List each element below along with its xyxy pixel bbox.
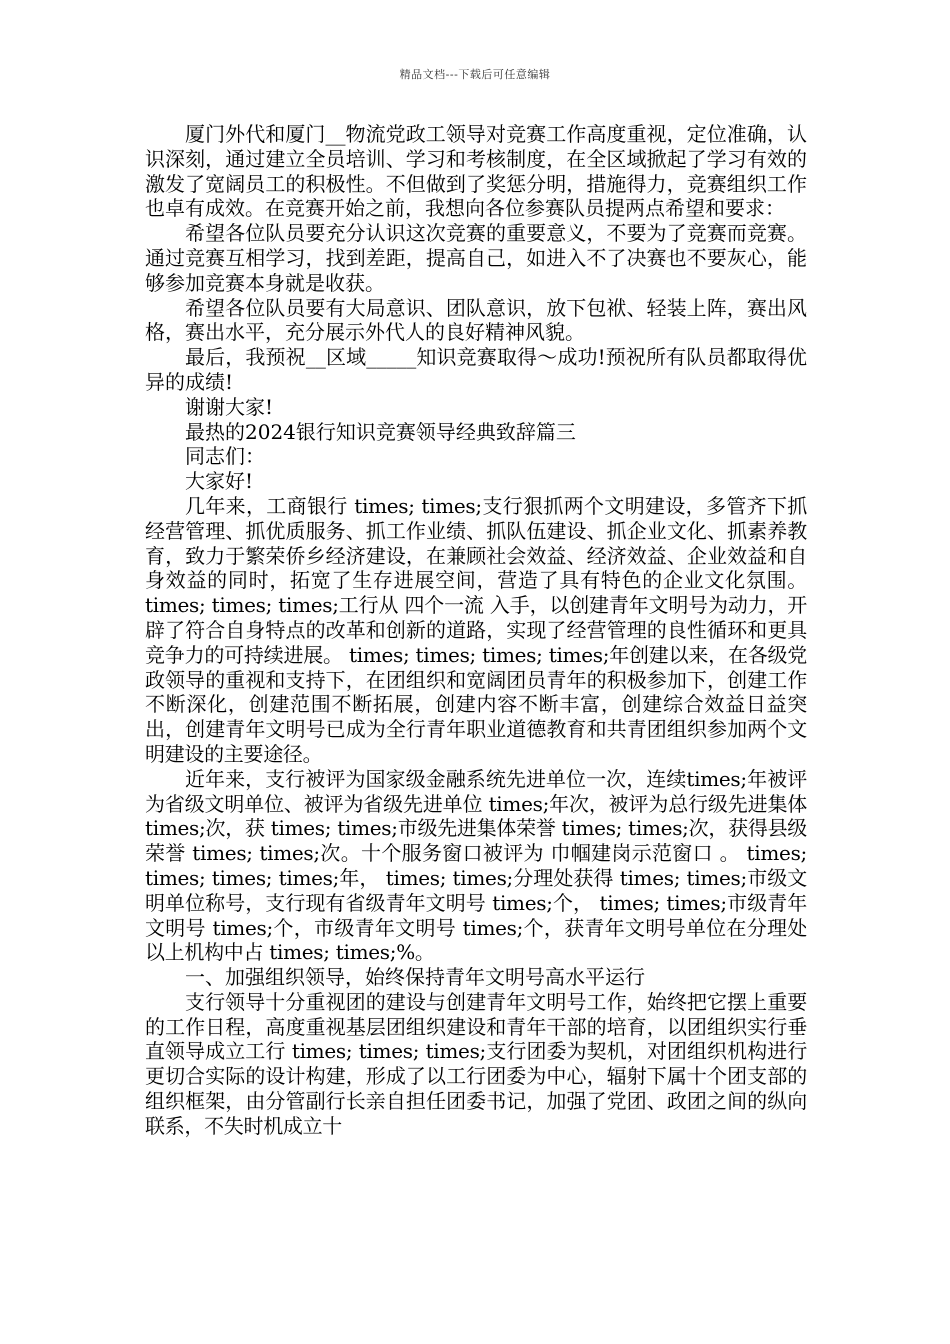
greeting: 大家好! [185,469,254,494]
page-header: 精品文档---下载后可任意编辑 [399,68,551,81]
paragraph-2: 希望各位队员要充分认识这次竞赛的重要意义，不要为了竞赛而竞赛。通过竞赛互相学习，找到差距，提高自己，如进入不了决赛也不要灰心，能够参加竞赛本身就是收获。 [145,221,807,295]
paragraph-4: 最后，我预祝__区域_____知识竞赛取得～成功!预祝所有队员都取得优异的成绩! [145,345,807,394]
paragraph-3: 希望各位队员要有大局意识、团队意识，放下包袱、轻装上阵，赛出风格，赛出水平，充分展示外代人的良好精神风貌。 [145,295,807,345]
paragraph-5: 谢谢大家! [185,394,274,419]
document-body [145,122,807,1139]
section-title: 最热的2024银行知识竞赛领导经典致辞篇三 [185,419,576,444]
paragraph-1: 厦门外代和厦门__物流党政工领导对竞赛工作高度重视，定位准确，认识深刻，通过建立全员培训、学习和考核制度，在全区域掀起了学习有效的激发了宽阔员工的积极性。不但做到了奖惩分明，措施得力，竞赛组织工作也卓有成效。在竞赛开始之前，我想向各位参赛队员提两点希望和要求： [145,122,807,221]
salutation: 同志们： [185,444,265,469]
paragraph-9: 几年来，工商银行 times; times;支行狠抓两个文明建设，多管齐下抓经营管理、抓优质服务、抓工作业绩、抓队伍建设、抓企业文化、抓素养教育，致力于繁荣侨乡经济建设，在兼顾社会效益、经济效益、企业效益和自身效益的同时，拓宽了生存进展空间，营造了具有特色的企业文化氛围。 times; times; times;工行从 四个一流 入手，以创建青年文明号为动力，开辟了符合自身特点的改革和创新的道路，实现了经营管理的良性循环和更具竞争力的可持续进展。 times; times; times; times;年创建以来，在各级党政领导的重视和支持下，在团组织和宽阔团员青年的积极参加下，创建工作不断深化，创建范围不断拓展，创建内容不断丰富，创建综合效益日益突出，创建青年文明号已成为全行青年职业道德教育和共青团组织参加两个文明建设的主要途径。 [145,493,807,766]
paragraph-10: 近年来，支行被评为国家级金融系统先进单位一次，连续times;年被评为省级文明单位、被评为省级先进单位 times;年次，被评为总行级先进集体 times;次，获 times; times;市级先进集体荣誉 times; times;次，获得县级荣誉 times; times;次。十个服务窗口被评为 巾帼建岗示范窗口 。 times; times; times; times;年， times; times;分理处获得 times; times;市级文明单位称号，支行现有省级青年文明号 times;个， times; times;市级青年文明号 times;个，市级青年文明号 times;个，获青年文明号单位在分理处以上机构中占 times; times;%。 [145,766,807,965]
paragraph-12: 支行领导十分重视团的建设与创建青年文明号工作，始终把它摆上重要的工作日程，高度重视基层团组织建设和青年干部的培育，以团组织实行垂直领导成立工行 times; times; times;支行团委为契机，对团组织机构进行更切合实际的设计构建，形成了以工行团委为中心，辐射下属十个团支部的组织框架，由分管副行长亲自担任团委书记，加强了党团、政团之间的纵向联系，不失时机成立十 [145,989,807,1138]
subheading-1: 一、加强组织领导，始终保持青年文明号高水平运行 [185,965,645,990]
